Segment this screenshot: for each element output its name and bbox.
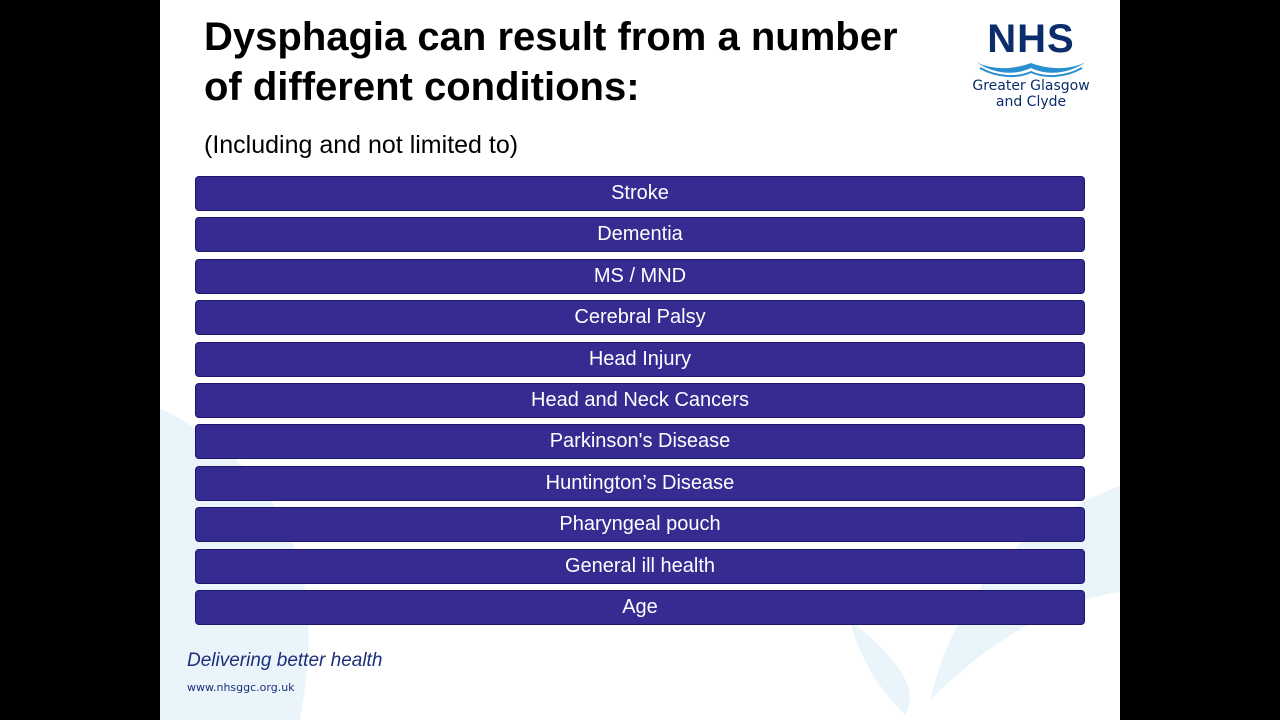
condition-item: Pharyngeal pouch — [195, 507, 1085, 542]
condition-item: MS / MND — [195, 259, 1085, 294]
condition-item: Dementia — [195, 217, 1085, 252]
condition-item: Age — [195, 590, 1085, 625]
logo-line-2: and Clyde — [995, 94, 1067, 110]
conditions-list — [195, 176, 1085, 631]
condition-item: Huntington’s Disease — [195, 466, 1085, 501]
condition-item: Parkinson's Disease — [195, 424, 1085, 459]
slide — [160, 0, 1120, 720]
condition-item: Head Injury — [195, 342, 1085, 377]
nhs-logo-mark: NHS — [987, 17, 1075, 61]
footer-website: www.nhsggc.org.uk — [187, 681, 295, 694]
nhs-logo — [960, 18, 1102, 114]
footer-tagline: Delivering better health — [187, 650, 383, 671]
slide-subtitle: (Including and not limited to) — [204, 131, 519, 159]
condition-item: Stroke — [195, 176, 1085, 211]
slide-title: Dysphagia can result from a number of different conditions: — [204, 15, 898, 109]
logo-text — [960, 78, 1102, 110]
condition-item: Head and Neck Cancers — [195, 383, 1085, 418]
logo-line-1: Greater Glasgow — [972, 78, 1090, 94]
condition-item: Cerebral Palsy — [195, 300, 1085, 335]
condition-item: General ill health — [195, 549, 1085, 584]
wave-icon — [974, 56, 1088, 78]
